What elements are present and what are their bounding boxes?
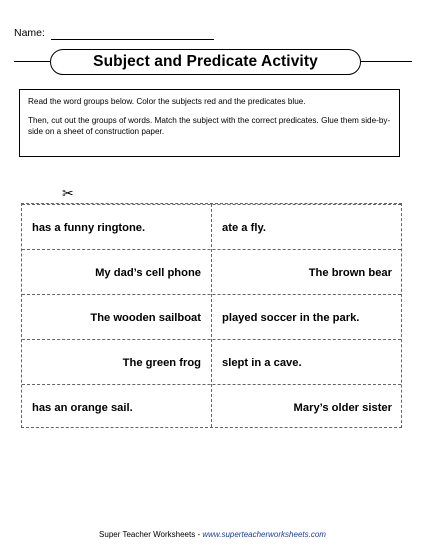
footer-brand: Super Teacher Worksheets bbox=[99, 530, 196, 539]
footer-url-link[interactable]: www.superteacherworksheets.com bbox=[202, 530, 326, 539]
name-label: Name: bbox=[14, 27, 45, 39]
subject-predicate-card: Mary’s older sister bbox=[293, 401, 392, 414]
subject-predicate-card: played soccer in the park. bbox=[222, 311, 360, 324]
table-row bbox=[22, 204, 401, 250]
instructions-paragraph-2: Then, cut out the groups of words. Match the subject with the correct predicates. Glue them side-by-side on a sheet of construction paper. bbox=[28, 116, 391, 136]
subject-predicate-card: The wooden sailboat bbox=[90, 311, 201, 324]
subject-predicate-card: My dad’s cell phone bbox=[95, 266, 201, 279]
subject-predicate-card: slept in a cave. bbox=[222, 356, 302, 369]
instructions-box bbox=[19, 89, 400, 157]
table-row bbox=[22, 339, 401, 385]
subject-predicate-card: ate a fly. bbox=[222, 221, 266, 234]
footer bbox=[0, 530, 425, 539]
subject-predicate-card: has a funny ringtone. bbox=[32, 221, 146, 234]
subject-predicate-card: The green frog bbox=[122, 356, 201, 369]
page-title: Subject and Predicate Activity bbox=[50, 49, 361, 75]
subject-predicate-card: The brown bear bbox=[308, 266, 392, 279]
title-rule-left bbox=[14, 61, 50, 62]
table-row bbox=[22, 384, 401, 430]
footer-separator: - bbox=[195, 530, 203, 539]
table-row bbox=[22, 249, 401, 295]
scissors-icon: ✂ bbox=[62, 185, 74, 201]
title-rule-right bbox=[361, 61, 412, 62]
table-row bbox=[22, 294, 401, 340]
instructions-paragraph-1: Read the word groups below. Color the subjects red and the predicates blue. bbox=[28, 97, 306, 106]
subject-predicate-card: has an orange sail. bbox=[32, 401, 133, 414]
cut-out-table bbox=[21, 203, 402, 428]
name-line bbox=[51, 39, 214, 40]
